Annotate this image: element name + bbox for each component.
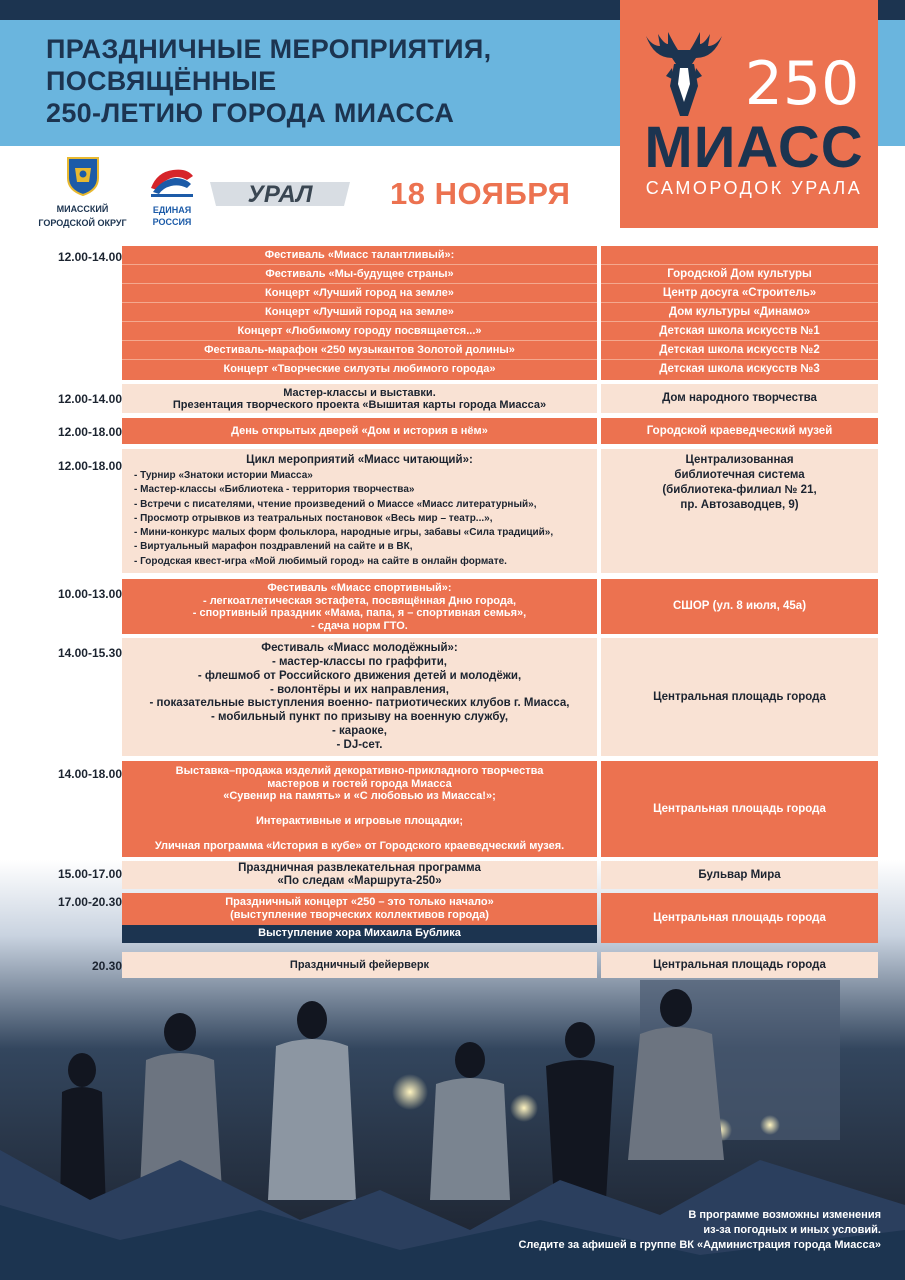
tagline: САМОРОДОК УРАЛА <box>645 178 863 198</box>
location-line: (библиотека-филиал № 21, <box>662 484 817 496</box>
disclaimer-line: Следите за афишей в группе ВК «Администрация города Миасса» <box>518 1239 881 1251</box>
event-line: Выставка–продажа изделий декоративно-прикладного творчества <box>175 765 544 777</box>
event-line: Праздничный фейерверк <box>289 959 430 971</box>
location-cell <box>601 861 878 889</box>
event-line: мастеров и гостей города Миасса <box>267 777 452 790</box>
event-time: 14.00-15.30 <box>57 646 122 660</box>
event-cell <box>122 861 597 889</box>
location-cell <box>601 449 878 573</box>
location-cell <box>601 638 878 756</box>
event-line: - показательные выступления военно- патриотических клубов г. Миасса, <box>149 697 570 710</box>
location-line: Детская школа искусств №2 <box>601 340 878 359</box>
location-cell <box>601 384 878 413</box>
event-time: 17.00-20.30 <box>57 895 122 909</box>
page-title <box>46 33 491 129</box>
event-line: - сдача норм ГТО. <box>311 619 408 632</box>
anniversary-number: 250 <box>744 49 860 119</box>
location-cell <box>601 246 878 380</box>
title-line: ПРАЗДНИЧНЫЕ МЕРОПРИЯТИЯ, <box>46 34 492 64</box>
event-line: Уличная программа «История в кубе» от Городского краеведческий музея. <box>154 840 565 852</box>
moose-icon <box>636 24 732 120</box>
location-line: Детская школа искусств №1 <box>601 321 878 340</box>
event-line: - Просмотр отрывков из театральных постановок «Весь мир – театр...», <box>134 512 493 524</box>
location-line: Центральная площадь города <box>653 911 826 924</box>
event-line: Концерт «Лучший город на земле» <box>122 283 597 302</box>
event-time: 12.00-18.00 <box>57 459 122 473</box>
event-cell <box>122 449 597 573</box>
event-line: «Сувенир на память» и «С любовью из Миасса!»; <box>223 790 496 802</box>
location-line: Центральная площадь города <box>653 802 826 815</box>
event-line: - Виртуальный марафон поздравлений на сайте и в ВК, <box>134 541 413 553</box>
event-line: (выступление творческих коллективов города) <box>230 908 489 921</box>
city-name: МИАСС <box>644 115 864 180</box>
event-line: Фестиваль «Мы-будущее страны» <box>122 264 597 283</box>
event-time: 12.00-14.00 <box>57 392 122 406</box>
title-line: 250-ЛЕТИЮ ГОРОДА МИАССА <box>46 98 455 128</box>
event-line: День открытых дверей «Дом и история в нём» <box>231 425 488 437</box>
anniversary-logo <box>620 0 878 228</box>
event-line: - Городская квест-игра «Мой любимый город» на сайте в онлайн формате. <box>134 555 507 567</box>
event-line <box>128 803 591 816</box>
location-line: Централизованная <box>685 454 794 466</box>
event-line: Фестиваль «Миасс спортивный»: <box>267 582 452 594</box>
event-line: - Турнир «Знатоки истории Миасса» <box>134 470 313 481</box>
event-line: Фестиваль «Миасс молодёжный»: <box>261 642 458 654</box>
event-line: - волонтёры и их направления, <box>270 683 449 696</box>
event-line: - Мастер-классы «Библиотека - территория творчества» <box>134 484 415 496</box>
event-time: 15.00-17.00 <box>57 867 122 881</box>
bear-icon <box>147 158 197 198</box>
event-line: Интерактивные и игровые площадки; <box>255 815 464 827</box>
event-cell <box>122 384 597 413</box>
event-line: Концерт «Лучший город на земле» <box>122 302 597 321</box>
location-line: Центр досуга «Строитель» <box>601 283 878 302</box>
disclaimer-line: В программе возможны изменения <box>688 1209 881 1221</box>
disclaimer-line: из-за погодных и иных условий. <box>703 1224 881 1236</box>
event-time: 12.00-18.00 <box>57 425 122 439</box>
title-line: ПОСВЯЩЁННЫЕ <box>46 66 277 96</box>
event-line <box>128 828 591 841</box>
location-line: пр. Автозаводцев, 9) <box>680 499 799 511</box>
event-line: «По следам «Маршрута-250» <box>277 875 442 887</box>
disclaimer <box>518 1208 881 1253</box>
location-line: библиотечная система <box>674 469 805 481</box>
event-line: Выступление хора Михаила Бублика <box>258 927 461 939</box>
event-cell <box>122 638 597 756</box>
event-line: Праздничный концерт «250 – это только начало» <box>225 896 494 908</box>
ural-logo-text: УРАЛ <box>247 181 313 208</box>
location-cell <box>601 418 878 444</box>
event-line: Фестиваль-марафон «250 музыкантов Золотой долины» <box>122 340 597 359</box>
event-cell <box>122 579 597 634</box>
event-line: Праздничная развлекательная программа <box>238 862 481 874</box>
event-list <box>134 469 585 569</box>
event-time: 12.00-14.00 <box>57 250 122 264</box>
event-cell <box>122 246 597 380</box>
event-line: - мастер-классы по граффити, <box>272 656 447 668</box>
location-line: Дом культуры «Динамо» <box>601 302 878 321</box>
miass-district-logo <box>30 156 135 226</box>
event-line: Концерт «Творческие силуэты любимого города» <box>122 359 597 378</box>
event-cell <box>122 952 597 978</box>
event-line: Презентация творческого проекта «Вышитая карты города Миасса» <box>172 399 547 411</box>
event-line: - легкоатлетическая эстафета, посвящённая Дню города, <box>202 594 517 607</box>
location-cell <box>601 579 878 634</box>
event-line: Мастер-классы и выставки. <box>283 387 436 399</box>
ural-logo <box>210 176 350 210</box>
event-cell <box>122 418 597 444</box>
event-line: Фестиваль «Миасс талантливый»: <box>264 249 455 261</box>
location-line: Центральная площадь города <box>653 690 826 703</box>
event-line: - Мини-конкурс малых форм фольклора, народные игры, забавы «Сила традиций», <box>134 527 554 539</box>
location-line: Городской краеведческий музей <box>646 424 833 437</box>
event-title: Цикл мероприятий «Миасс читающий»: <box>246 454 473 466</box>
coat-of-arms-icon <box>66 156 100 196</box>
location-line: Детская школа искусств №3 <box>601 359 878 378</box>
location-line: Городской Дом культуры <box>601 264 878 283</box>
event-cell-highlight <box>122 925 597 943</box>
er-caption-2: РОССИЯ <box>152 217 192 227</box>
location-line: Центральная площадь города <box>653 958 826 971</box>
event-time: 14.00-18.00 <box>57 767 122 781</box>
location-cell <box>601 761 878 857</box>
event-cell <box>122 761 597 857</box>
location-line: Дом народного творчества <box>662 392 817 404</box>
location-line: СШОР (ул. 8 июля, 45а) <box>672 600 807 612</box>
event-cell <box>122 893 597 925</box>
location-cell <box>601 893 878 943</box>
event-line: - флешмоб от Российского движения детей и молодёжи, <box>197 669 522 682</box>
mgo-caption-2: ГОРОДСКОЙ ОКРУГ <box>38 218 127 228</box>
mgo-caption-1: МИАССКИЙ <box>56 204 109 214</box>
event-line: - DJ-сет. <box>336 738 383 751</box>
event-time: 20.30 <box>91 959 122 973</box>
event-line: - Встречи с писателями, чтение произведений о Миассе «Миасс литературный», <box>134 498 537 510</box>
er-caption-1: ЕДИНАЯ <box>152 205 192 215</box>
event-line: - мобильный пункт по призыву на военную службу, <box>210 711 509 724</box>
event-line: - караоке, <box>332 724 387 737</box>
event-date: 18 НОЯБРЯ <box>390 176 571 211</box>
location-cell <box>601 952 878 978</box>
event-line: Концерт «Любимому городу посвящается...» <box>122 321 597 340</box>
united-russia-logo <box>144 158 200 227</box>
event-line: - спортивный праздник «Мама, папа, я – спортивная семья», <box>192 607 527 619</box>
event-time: 10.00-13.00 <box>57 587 122 601</box>
location-line: Бульвар Мира <box>698 868 781 881</box>
